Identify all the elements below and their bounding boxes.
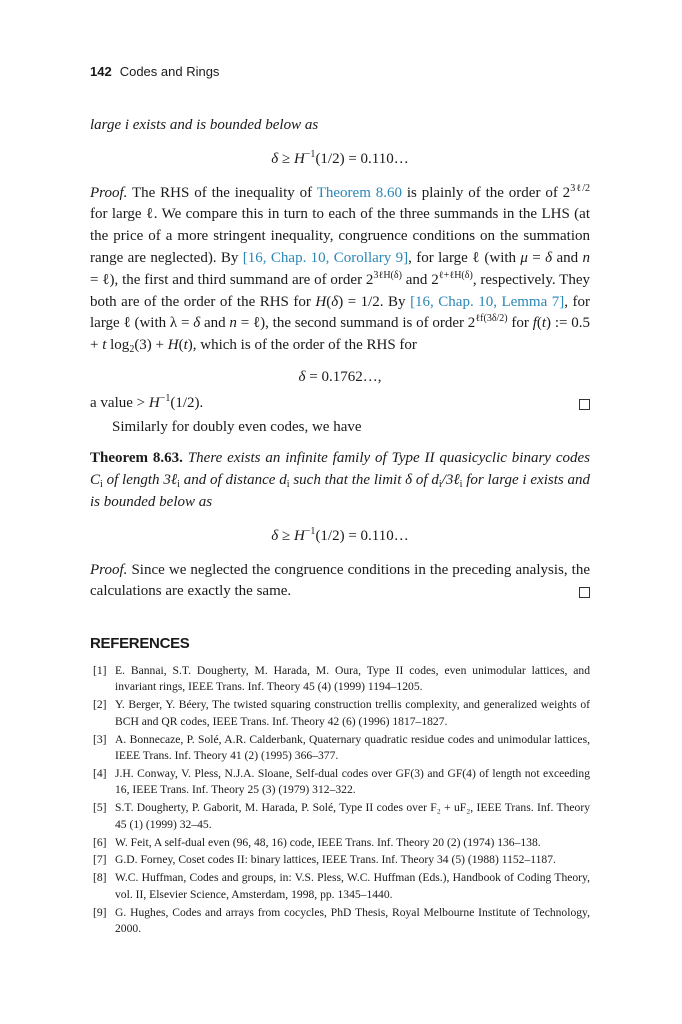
- superscript: 3ℓ/2: [570, 182, 590, 194]
- subscript: i: [286, 479, 290, 491]
- intro-text: [90, 115, 590, 137]
- subscript: i: [177, 479, 180, 491]
- text-run: (1/2) = 0.110…: [315, 150, 409, 167]
- text-run: H: [315, 293, 327, 310]
- text-run: H: [293, 527, 305, 544]
- text-run: log: [106, 337, 130, 354]
- text-run: There exists an infinite family of Type II quasicyclic binary codes C: [90, 450, 590, 489]
- reference-item: [90, 870, 590, 903]
- reference-number: [6]: [93, 835, 107, 849]
- running-title: Codes and Rings: [119, 64, 220, 79]
- reference-text: W.C. Huffman, Codes and groups, in: V.S. Pless, W.C. Huffman (Eds.), Handbook of Coding Theory, vol. II, Elsevier Science, Amsterdam, 1998, pp. 1345–1440.: [115, 871, 590, 901]
- text-run: is plainly of the order of 2: [401, 184, 571, 201]
- theorem-8-63: [90, 448, 590, 513]
- text-run: δ: [545, 249, 553, 266]
- text-run: and: [200, 315, 230, 332]
- text-run: for: [507, 315, 533, 332]
- reference-item: [90, 852, 590, 868]
- text-run: H: [293, 150, 305, 167]
- text-run: large i exists and is bounded below as: [90, 117, 319, 133]
- text-run: t: [102, 337, 107, 354]
- text-run: such that the limit δ of d: [289, 472, 439, 489]
- text-run: t: [183, 337, 188, 354]
- text-run: n: [582, 249, 590, 266]
- superscript: ℓ+ℓH(δ): [438, 269, 473, 281]
- superscript: −1: [159, 392, 171, 404]
- page-body: [90, 115, 590, 939]
- text-run: ≥: [278, 150, 294, 167]
- reference-text: G. Hughes, Codes and arrays from cocycles, PhD Thesis, Royal Melbourne Institute of Technology, 2000.: [115, 905, 590, 936]
- superscript: 3ℓH(δ): [373, 269, 402, 281]
- text-run: , for large ℓ (with λ =: [90, 293, 590, 332]
- text-run: (1/2) = 0.110…: [315, 527, 409, 544]
- value-line: [90, 393, 590, 415]
- text-run: a value >: [90, 394, 149, 411]
- proof-2: [90, 560, 590, 604]
- text-run: = 0.1762…,: [305, 368, 382, 385]
- qed-box-icon: [579, 399, 590, 410]
- value-text: [90, 392, 204, 411]
- text-run: H: [148, 394, 160, 411]
- running-header: [90, 64, 219, 79]
- text-run: (: [326, 293, 332, 310]
- text-run: Proof.: [90, 561, 128, 578]
- subscript: i: [459, 479, 463, 491]
- text-run: ≥: [278, 527, 294, 544]
- reference-text: J.H. Conway, V. Pless, N.J.A. Sloane, Self-dual codes over GF(3) and GF(4) of length not exceeding 16, IEEE Trans. Inf. Theory 25 (3) (1979) 312–322.: [115, 766, 590, 797]
- reference-text: S.T. Dougherty, P. Gaborit, M. Harada, P. Solé, Type II codes over F₂ + uF₂, IEEE Trans. Inf. Theory 45 (1) (1999) 32–45.: [115, 801, 590, 831]
- similarly-text: [90, 417, 590, 439]
- text-run: = ℓ), the first and third summand are of order 2: [90, 271, 374, 288]
- references-heading: REFERENCES: [90, 635, 190, 653]
- text-run: n: [229, 315, 237, 332]
- superscript: −1: [304, 525, 316, 537]
- text-run: t: [541, 315, 547, 332]
- reference-number: [5]: [93, 801, 107, 815]
- reference-text: E. Bannai, S.T. Dougherty, M. Harada, M. Oura, Type II codes, even unimodular lattices, and invariant rings, IEEE Trans. Inf. Theory 45 (4) (1999) 1194–1205.: [115, 663, 590, 694]
- text-run: for large ℓ. We compare this in turn to each of the three summands in the LHS (at the price of a more stringent inequality, congruence conditions on the summation range are neglected). By: [90, 206, 590, 266]
- subscript: 2: [129, 344, 135, 356]
- superscript: ℓf(3δ/2): [475, 313, 508, 325]
- page-number: 142: [90, 64, 112, 79]
- text-run: δ: [298, 368, 306, 385]
- text-run: (: [536, 315, 542, 332]
- text-run: Since we neglected the congruence conditions in the preceding analysis, the calculations are exactly the same.: [90, 561, 590, 600]
- qed-box-icon: [579, 587, 590, 598]
- reference-number: [1]: [93, 663, 107, 677]
- reference-item: [90, 663, 590, 696]
- reference-number: [8]: [93, 871, 107, 885]
- reference-item: [90, 835, 590, 851]
- text-run: δ: [331, 293, 339, 310]
- subscript: i: [100, 479, 103, 491]
- text-run: (: [178, 337, 184, 354]
- reference-item: [90, 905, 590, 938]
- text-run: Similarly for doubly even codes, we have: [112, 418, 362, 435]
- text-run: and: [552, 249, 583, 266]
- text-run: =: [527, 249, 546, 266]
- subscript: i: [438, 479, 442, 491]
- reference-text: Y. Berger, Y. Béery, The twisted squaring construction trellis complexity, and generalized weights of BCH and QR codes, IEEE Trans. Inf. Theory 42 (6) (1996) 1817–1827.: [115, 698, 590, 728]
- text-run: and 2: [401, 271, 439, 288]
- text-run: δ: [193, 315, 201, 332]
- equation-delta-bound: [90, 149, 590, 171]
- reference-number: [3]: [93, 732, 107, 746]
- text-run: , for large ℓ (with: [408, 249, 521, 266]
- text-run: of length 3ℓ: [102, 472, 178, 489]
- superscript: −1: [304, 148, 316, 160]
- text-run: (3) +: [134, 337, 168, 354]
- text-run: ) = 1/2. By: [338, 293, 411, 310]
- cross-reference-link[interactable]: [16, Chap. 10, Corollary 9]: [242, 249, 409, 266]
- text-run: = ℓ), the second summand is of order 2: [236, 315, 476, 332]
- equation-delta-value: [90, 367, 590, 389]
- cross-reference-link[interactable]: [16, Chap. 10, Lemma 7]: [410, 293, 565, 310]
- reference-item: [90, 697, 590, 730]
- text-run: μ: [520, 249, 528, 266]
- text-run: Proof.: [90, 184, 128, 201]
- proof-2-text: [90, 562, 590, 600]
- reference-number: [2]: [93, 698, 107, 712]
- reference-item: [90, 766, 590, 799]
- reference-text: G.D. Forney, Coset codes II: binary lattices, IEEE Trans. Inf. Theory 34 (5) (1988) 1152–1187.: [115, 853, 556, 867]
- text-run: Theorem 8.63.: [90, 450, 183, 467]
- text-run: The RHS of the inequality of: [127, 184, 317, 201]
- cross-reference-link[interactable]: Theorem 8.60: [316, 184, 402, 201]
- reference-number: [9]: [93, 905, 107, 919]
- reference-item: [90, 732, 590, 765]
- reference-text: A. Bonnecaze, P. Solé, A.R. Calderbank, Quaternary quadratic residue codes and unimodular lattices, IEEE Trans. Inf. Theory 41 (2) (1995) 366–377.: [115, 732, 590, 762]
- text-run: (1/2).: [170, 394, 204, 411]
- text-run: /3ℓ: [441, 472, 460, 489]
- reference-item: [90, 800, 590, 833]
- text-run: and of distance d: [179, 472, 287, 489]
- text-run: δ: [271, 527, 279, 544]
- text-run: δ: [271, 150, 279, 167]
- text-run: f: [532, 315, 537, 332]
- reference-number: [7]: [93, 853, 107, 867]
- text-run: ) := 0.5 +: [90, 315, 590, 354]
- proof-paragraph: [90, 183, 590, 357]
- equation-delta-bound-2: [90, 526, 590, 548]
- text-run: ), which is of the order of the RHS for: [187, 337, 417, 354]
- reference-number: [4]: [93, 766, 107, 780]
- text-run: for large i exists and is bounded below as: [90, 472, 590, 510]
- text-run: , respectively. They both are of the order of the RHS for: [90, 271, 590, 310]
- references-list: [90, 663, 590, 938]
- text-run: H: [167, 337, 179, 354]
- reference-text: W. Feit, A self-dual even (96, 48, 16) code, IEEE Trans. Inf. Theory 20 (2) (1974) 136–138.: [115, 835, 541, 849]
